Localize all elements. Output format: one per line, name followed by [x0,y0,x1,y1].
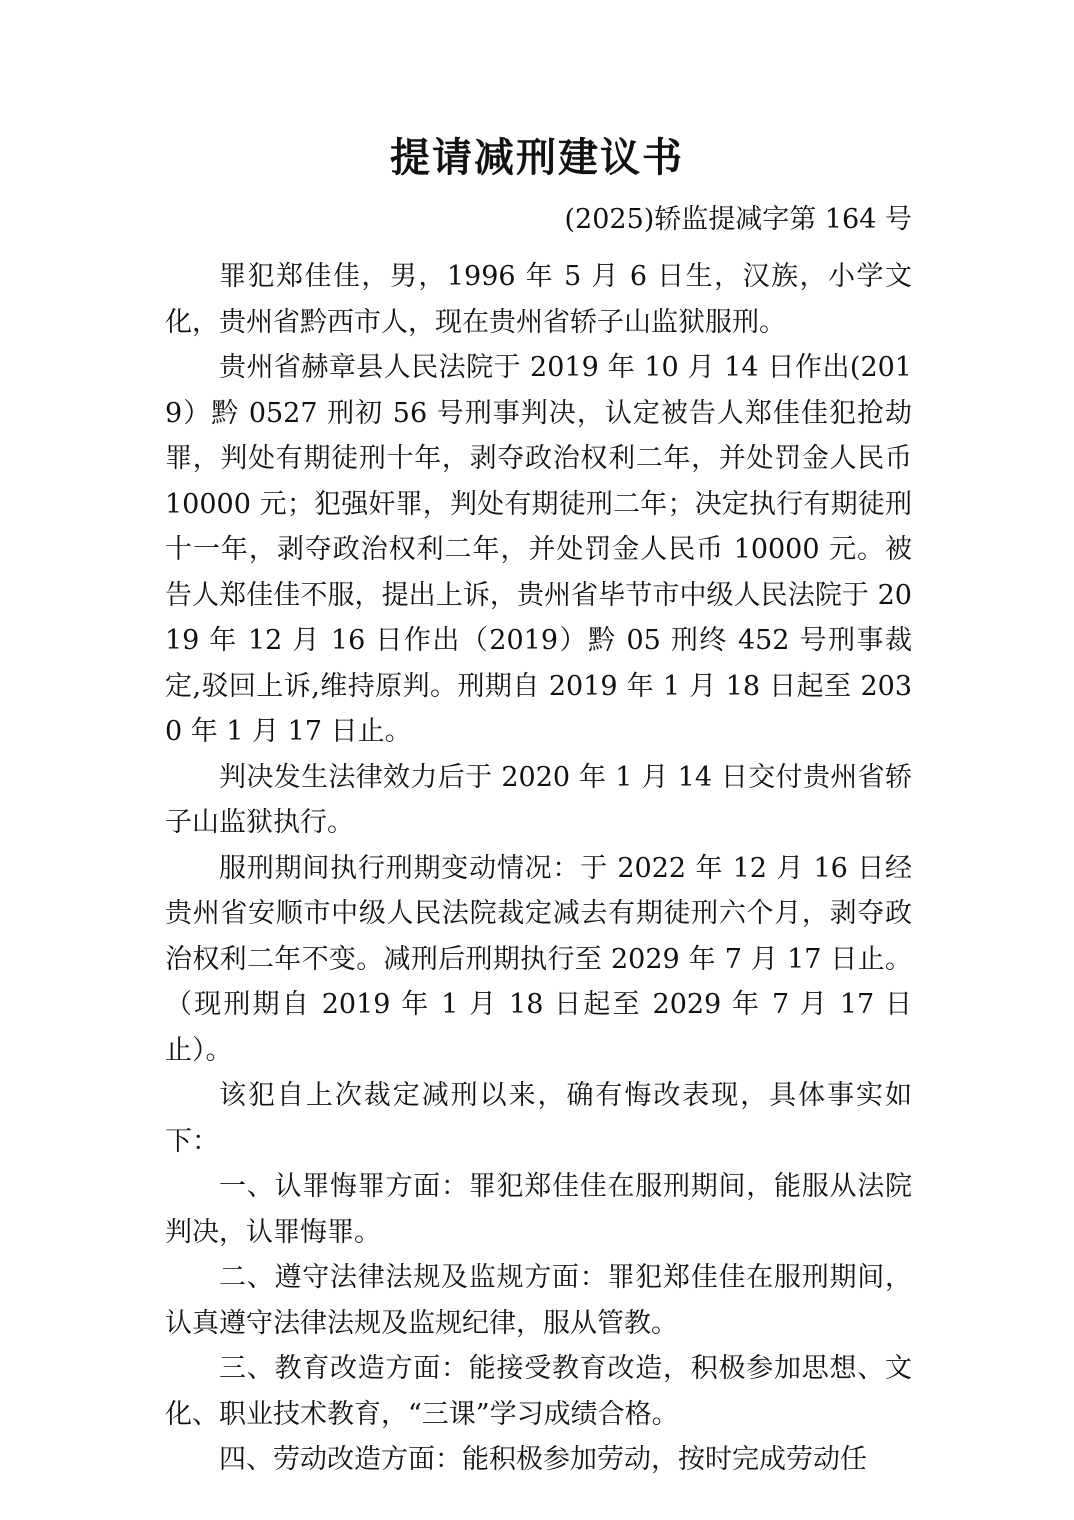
document-body [165,254,912,1483]
document-number: (2025)轿监提减字第 164 号 [564,204,912,235]
paragraph-education-reform: 三、教育改造方面：能接受教育改造，积极参加思想、文化、职业技术教育，“三课”学习成绩合格。 [165,1353,912,1430]
paragraph-repentance-intro: 该犯自上次裁定减刑以来，确有悔改表现，具体事实如下： [165,1080,912,1157]
paragraph-sentence-changes: 服刑期间执行刑期变动情况：于 2022 年 12 月 16 日经贵州省安顺市中级人民法院裁定减去有期徒刑六个月，剥夺政治权利二年不变。减刑后刑期执行至 2029 年 7 月 17 日止。（现刑期自 2019 年 1 月 18 日起至 2029 年 7 月 17 日止）。 [165,852,912,1066]
document-title: 提请减刑建议书 [390,134,684,181]
paragraph-offender-info: 罪犯郑佳佳，男，1996 年 5 月 6 日生，汉族，小学文化，贵州省黔西市人，现在贵州省轿子山监狱服刑。 [165,261,912,338]
paragraph-original-judgment: 贵州省赫章县人民法院于 2019 年 10 月 14 日作出(2019）黔 0527 刑初 56 号刑事判决，认定被告人郑佳佳犯抢劫罪，判处有期徒刑十年，剥夺政治权利二年，并处罚金人民币 10000 元；犯强奸罪，判处有期徒刑二年；决定执行有期徒刑十一年，剥夺政治权利二年，并处罚金人民币 10000 元。被告人郑佳佳不服，提出上诉，贵州省毕节市中级人民法院于 2019 年 12 月 16 日作出（2019）黔 05 刑终 452 号刑事裁定,驳回上诉,维持原判。刑期自 2019 年 1 月 18 日起至 2030 年 1 月 17 日止。 [165,352,912,747]
paragraph-execution-delivery: 判决发生法律效力后于 2020 年 1 月 14 日交付贵州省轿子山监狱执行。 [165,761,912,838]
paragraph-admission-of-guilt: 一、认罪悔罪方面：罪犯郑佳佳在服刑期间，能服从法院判决，认罪悔罪。 [165,1171,912,1248]
paragraph-labor-reform: 四、劳动改造方面：能积极参加劳动，按时完成劳动任 [219,1444,867,1475]
paragraph-rule-compliance: 二、遵守法律法规及监规方面：罪犯郑佳佳在服刑期间，认真遵守法律法规及监规纪律，服从管教。 [165,1262,912,1339]
